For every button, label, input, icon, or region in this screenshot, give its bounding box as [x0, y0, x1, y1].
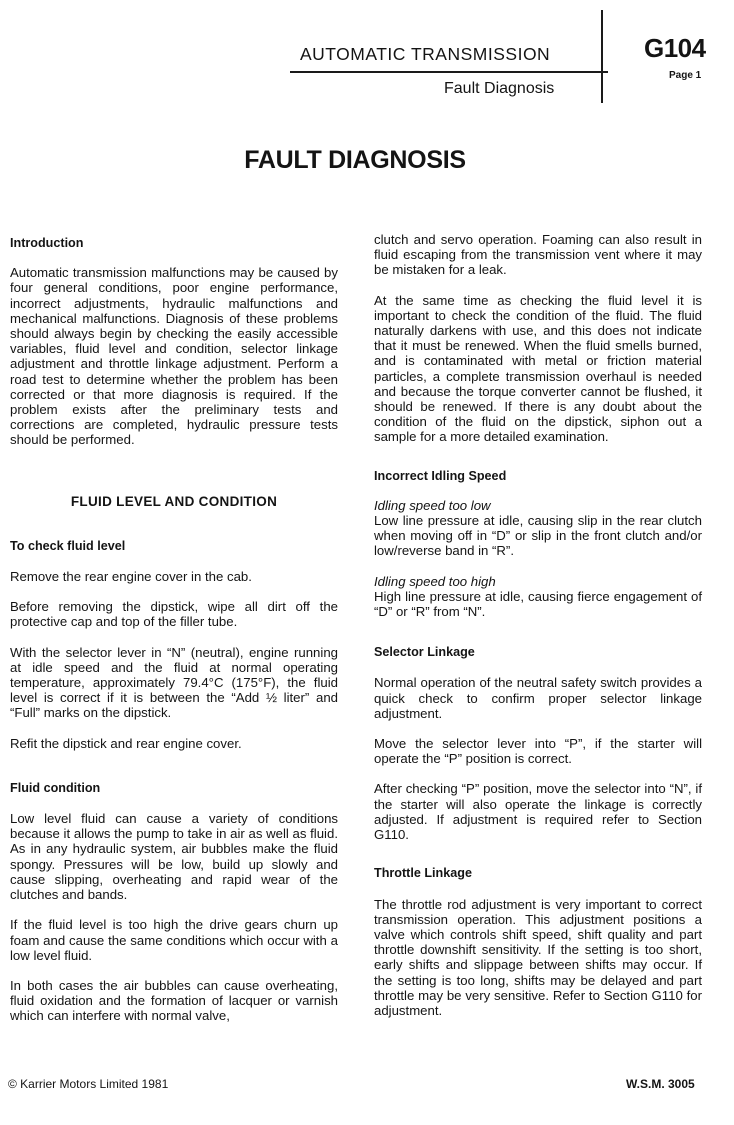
header-title: AUTOMATIC TRANSMISSION: [300, 44, 551, 64]
continued-paragraph: clutch and servo operation. Foaming can also result in fluid escaping from the transmission vent where it may be mistaken for a leak.: [374, 232, 702, 278]
idling-low-subheading: Idling speed too low: [374, 497, 491, 513]
throttle-linkage-heading: Throttle Linkage: [374, 866, 472, 881]
selector-paragraph-2: Move the selector lever into “P”, if the starter will operate the “P” position is correct.: [374, 736, 702, 767]
page-number: Page 1: [669, 70, 702, 81]
intro-heading: Introduction: [10, 236, 84, 250]
check-paragraph-4: Refit the dipstick and rear engine cover.: [10, 735, 242, 751]
section-code: G104: [644, 33, 706, 63]
idling-speed-heading: Incorrect Idling Speed: [374, 468, 507, 483]
fluid-condition-paragraph: At the same time as checking the fluid level it is important to check the condition of the fluid. The fluid naturally darkens with use, and this does not indicate that it must be renewed. When the fluid smells burned, and is contaminated with metal or friction material particles, a complete transmission overhaul is needed and because the torque converter cannot be flushed, it should be renewed. If there is any doubt about the condition of the fluid on the dipstick, siphon out a sample for a more detailed examination.: [374, 292, 702, 445]
intro-paragraph: Automatic transmission malfunctions may be caused by four general conditions, poor engine performance, incorrect adjustments, hydraulic malfunctions and mechanical malfunctions. Diagnosis of these problems should always begin by checking the easily accessible variables, fluid level and condition, selector linkage adjustment and throttle linkage adjustment. Perform a road test to determine whether the problem has been corrected or that more diagnosis is required. If the problem exists after the preliminary tests and corrections are completed, hydraulic pressure tests should be performed.: [10, 265, 338, 448]
copyright-notice: © Karrier Motors Limited 1981: [8, 1077, 169, 1091]
condition-paragraph-2: If the fluid level is too high the drive gears churn up foam and cause the same conditions which occur with a low level fluid.: [10, 917, 338, 963]
throttle-paragraph: The throttle rod adjustment is very important to correct transmission operation. This adjustment positions a valve which controls shift speed, shift quality and part throttle downshift sensitivity. If the setting is too short, early shifts and slippage between shifts may occur. If the setting is too long, shifts may be delayed and part throttle may be very sensitive. Refer to Section G110 for adjustment.: [374, 896, 702, 1018]
check-paragraph-3: With the selector lever in “N” (neutral), engine running at idle speed and the fluid at normal operating temperature, approximately 79.4°C (175°F), the fluid level is correct if it is between the “Add ½ liter” and “Full” marks on the dipstick.: [10, 644, 338, 721]
condition-paragraph-3: In both cases the air bubbles can cause overheating, fluid oxidation and the formation of lacquer or varnish which can interfere with normal valve,: [10, 977, 338, 1024]
idling-low-paragraph: Low line pressure at idle, causing slip in the rear clutch when moving off in “D” or slip in the front clutch and/or low/reverse band in “R”.: [374, 513, 702, 559]
right-column: [374, 232, 702, 1018]
check-paragraph-1: Remove the rear engine cover in the cab.: [10, 569, 252, 585]
left-column: [10, 232, 338, 1024]
check-fluid-heading: To check fluid level: [10, 538, 126, 553]
page-title: FAULT DIAGNOSIS: [244, 146, 466, 174]
header-vertical-rule: [601, 10, 603, 103]
manual-code: W.S.M. 3005: [626, 1077, 695, 1091]
header-subtitle: Fault Diagnosis: [444, 80, 555, 97]
fluid-condition-heading: Fluid condition: [10, 780, 101, 795]
header-top-rule: [290, 71, 608, 73]
check-paragraph-2: Before removing the dipstick, wipe all dirt off the protective cap and top of the filler tube.: [10, 599, 338, 630]
selector-paragraph-1: Normal operation of the neutral safety switch provides a quick check to confirm proper selector linkage adjustment.: [374, 675, 702, 721]
condition-paragraph-1: Low level fluid can cause a variety of conditions because it allows the pump to take in air as well as fluid. As in any hydraulic system, air bubbles make the fluid spongy. Pressures will be low, build up slowly and cause slipping, overheating and rapid wear of the clutches and bands.: [10, 811, 338, 903]
selector-linkage-heading: Selector Linkage: [374, 645, 475, 660]
idling-high-paragraph: High line pressure at idle, causing fierce engagement of “D” or “R” from “N”.: [374, 588, 702, 620]
idling-high-subheading: Idling speed too high: [374, 573, 496, 589]
selector-paragraph-3: After checking “P” position, move the selector into “N”, if the starter will also operate the linkage is correctly adjusted. If adjustment is required refer to Section G110.: [374, 781, 702, 843]
fluid-section-heading: FLUID LEVEL AND CONDITION: [70, 493, 278, 509]
